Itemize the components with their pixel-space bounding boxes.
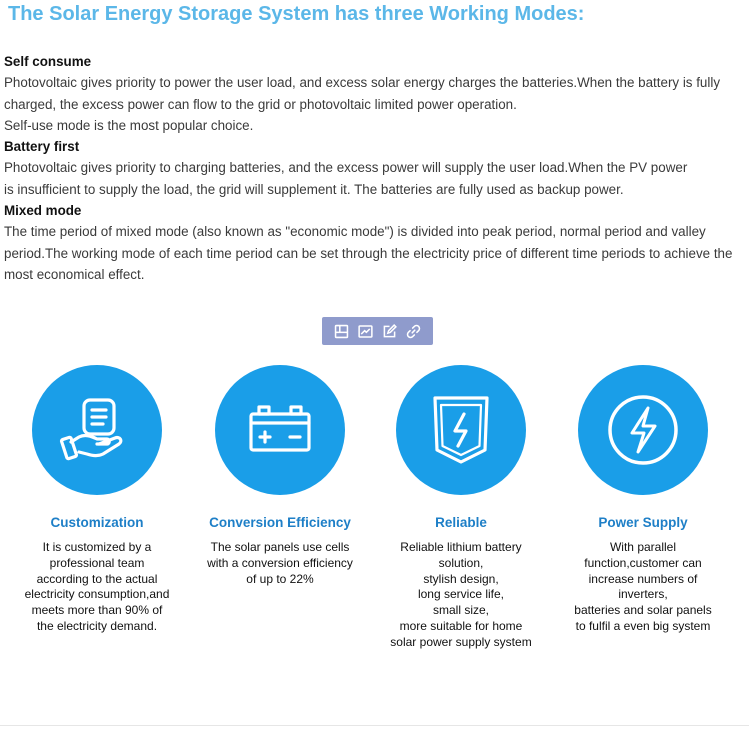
feature-conversion-efficiency: [195, 365, 365, 587]
feature-title: Conversion Efficiency: [209, 515, 351, 530]
mode-text-mixed: The time period of mixed mode (also known as "economic mode") is divided into peak period, normal period and valley period.The working mode of each time period can be set through the electricity price of different time periods to achieve the most economical effect.: [4, 224, 733, 282]
feature-description: With parallel function,customer can increase numbers of inverters, batteries and solar panels to fulfil a even big system: [574, 540, 712, 633]
feature-circle: [215, 365, 345, 495]
mode-heading-battery-first: Battery first: [4, 139, 80, 155]
feature-reliable: [376, 365, 546, 651]
image-icon[interactable]: [332, 321, 352, 341]
hand-document-icon: [57, 390, 137, 470]
feature-circle: [32, 365, 162, 495]
feature-description: Reliable lithium battery solution, stylish design, long service life, small size, more suitable for home solar power supply system: [390, 540, 532, 649]
feature-title: Reliable: [435, 515, 487, 530]
mode-text-self-consume: Photovoltaic gives priority to power the user load, and excess solar energy charges the batteries.When the battery is fully charged, the excess power can flow to the grid or photovoltaic limited power operation. Self-use mode is the most popular choice.: [4, 75, 721, 133]
chart-icon[interactable]: [356, 321, 376, 341]
feature-title: Customization: [50, 515, 144, 530]
mode-text-battery-first: Photovoltaic gives priority to charging batteries, and the excess power will supply the user load.When the PV power is insufficient to supply the load, the grid will supplement it. The batteries are fully used as backup power.: [4, 160, 688, 197]
image-toolbar: [322, 317, 433, 345]
feature-description: It is customized by a professional team according to the actual electricity consumption,and meets more than 90% of the electricity demand.: [24, 540, 170, 633]
feature-title: Power Supply: [598, 515, 688, 530]
link-icon[interactable]: [404, 321, 424, 341]
battery-icon: [240, 390, 320, 470]
feature-circle: [396, 365, 526, 495]
page-title: The Solar Energy Storage System has three Working Modes:: [8, 3, 585, 25]
divider: [0, 725, 749, 726]
feature-description: The solar panels use cells with a conversion efficiency of up to 22%: [207, 540, 353, 586]
feature-power-supply: [558, 365, 728, 635]
mode-heading-self-consume: Self consume: [4, 54, 92, 69]
edit-icon[interactable]: [380, 321, 400, 341]
mode-heading-mixed: Mixed mode: [4, 203, 82, 219]
circle-bolt-icon: [603, 390, 683, 470]
working-modes-section: [4, 51, 744, 285]
feature-circle: [578, 365, 708, 495]
feature-customization: [12, 365, 182, 635]
shield-bolt-icon: [421, 390, 501, 470]
